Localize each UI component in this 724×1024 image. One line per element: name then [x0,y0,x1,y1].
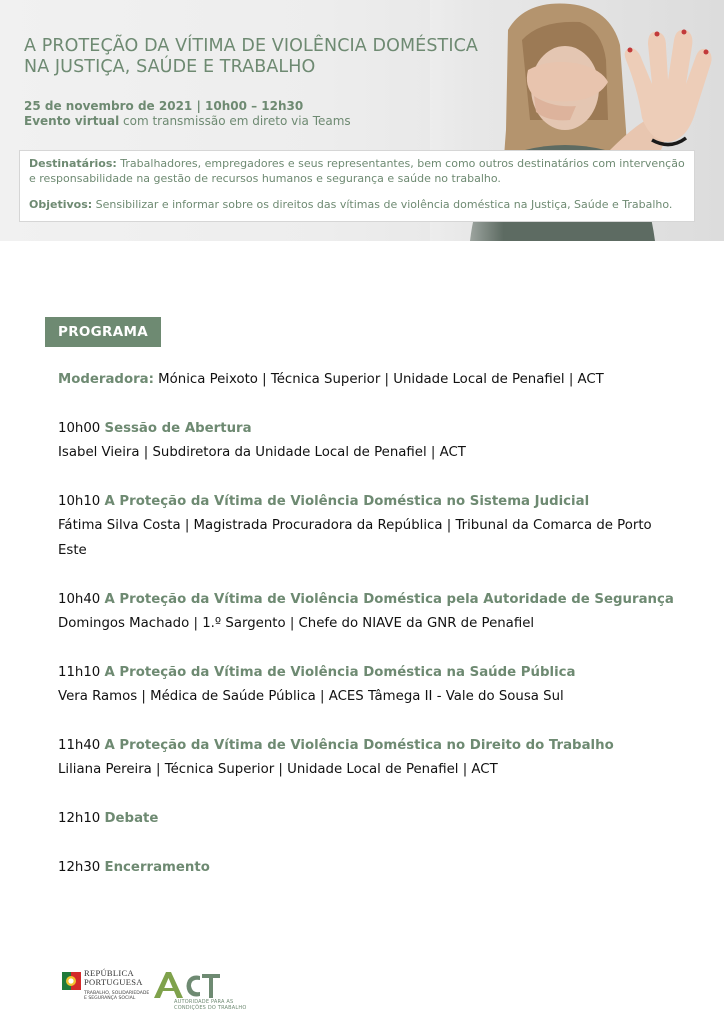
ministry-text [84,991,149,1001]
event-title [24,36,478,78]
session-speaker: Vera Ramos | Médica de Saúde Pública | ACES Tâmega II - Vale do Sousa Sul [58,689,564,704]
act-subtitle [174,999,247,1011]
session-heading [58,860,210,875]
session-title: A Proteção da Vítima de Violência Doméstica na Saúde Pública [104,665,576,680]
programa-tag: PROGRAMA [45,317,161,347]
rp-sub1: TRABALHO, SOLIDARIEDADE [84,991,150,996]
act-mark-icon [152,970,222,1000]
session-heading [58,421,252,436]
objectives-line [29,197,672,212]
session-title: A Proteção da Vítima de Violência Doméstica pela Autoridade de Segurança [104,592,674,607]
republica-portuguesa-text [84,969,143,987]
coat-of-arms-icon [62,970,82,992]
moderator-line [58,372,604,387]
objectives-text: Sensibilizar e informar sobre os direitos das vítimas de violência doméstica na Justiça, Saúde e Trabalho. [92,198,673,211]
recipients-text-1: Trabalhadores, empregadores e seus representantes, bem como outros destinatários com intervenção [116,157,685,170]
event-mode-label: Evento virtual [24,114,120,128]
session-title: Sessão de Abertura [104,421,252,436]
act-logo [152,970,252,1012]
session-heading [58,811,158,826]
act-sub2: CONDIÇÕES DO TRABALHO [174,1005,247,1011]
rp-line1: REPÚBLICA [84,968,134,978]
objectives-label: Objetivos: [29,198,93,211]
session-speaker: Liliana Pereira | Técnica Superior | Unidade Local de Penafiel | ACT [58,762,498,777]
session-speaker: Fátima Silva Costa | Magistrada Procuradora da República | Tribunal da Comarca de Porto [58,518,652,533]
recipients-line [29,156,685,171]
session-title: Encerramento [104,860,210,875]
recipients-label: Destinatários: [29,157,117,170]
session-time: 11h40 [58,738,105,753]
event-title-line2: NA JUSTIÇA, SAÚDE E TRABALHO [24,57,316,77]
rp-line2: PORTUGUESA [84,977,143,987]
session-heading [58,592,674,607]
session-time: 10h10 [58,494,105,509]
session-title: A Proteção da Vítima de Violência Doméstica no Sistema Judicial [104,494,590,509]
session-time: 10h40 [58,592,105,607]
moderator-label: Moderadora: [58,372,154,387]
session-speaker: Domingos Machado | 1.º Sargento | Chefe do NIAVE da GNR de Penafiel [58,616,535,631]
info-box [19,150,695,222]
session-time: 10h00 [58,421,105,436]
session-time: 12h10 [58,811,105,826]
session-heading [58,738,614,753]
event-mode [24,114,351,128]
event-title-line1: A PROTEÇÃO DA VÍTIMA DE VIOLÊNCIA DOMÉSTICA [24,36,478,56]
recipients-text-2: e responsabilidade na gestão de recursos humanos e segurança e saúde no trabalho. [29,172,501,185]
session-speaker: Isabel Vieira | Subdiretora da Unidade Local de Penafiel | ACT [58,445,466,460]
act-sub1: AUTORIDADE PARA AS [174,999,234,1005]
moderator-text: Mónica Peixoto | Técnica Superior | Unidade Local de Penafiel | ACT [153,372,604,387]
header-banner [0,0,724,241]
session-title: A Proteção da Vítima de Violência Doméstica no Direito do Trabalho [104,738,614,753]
event-date-time: 25 de novembro de 2021 | 10h00 – 12h30 [24,99,304,113]
session-heading [58,494,589,509]
session-speaker-cont: Este [58,543,87,558]
republica-portuguesa-logo [62,969,154,1009]
rp-sub2: E SEGURANÇA SOCIAL [84,996,136,1001]
event-mode-text: com transmissão em direto via Teams [119,114,351,128]
session-time: 11h10 [58,665,105,680]
session-time: 12h30 [58,860,105,875]
session-heading [58,665,576,680]
session-title: Debate [104,811,159,826]
